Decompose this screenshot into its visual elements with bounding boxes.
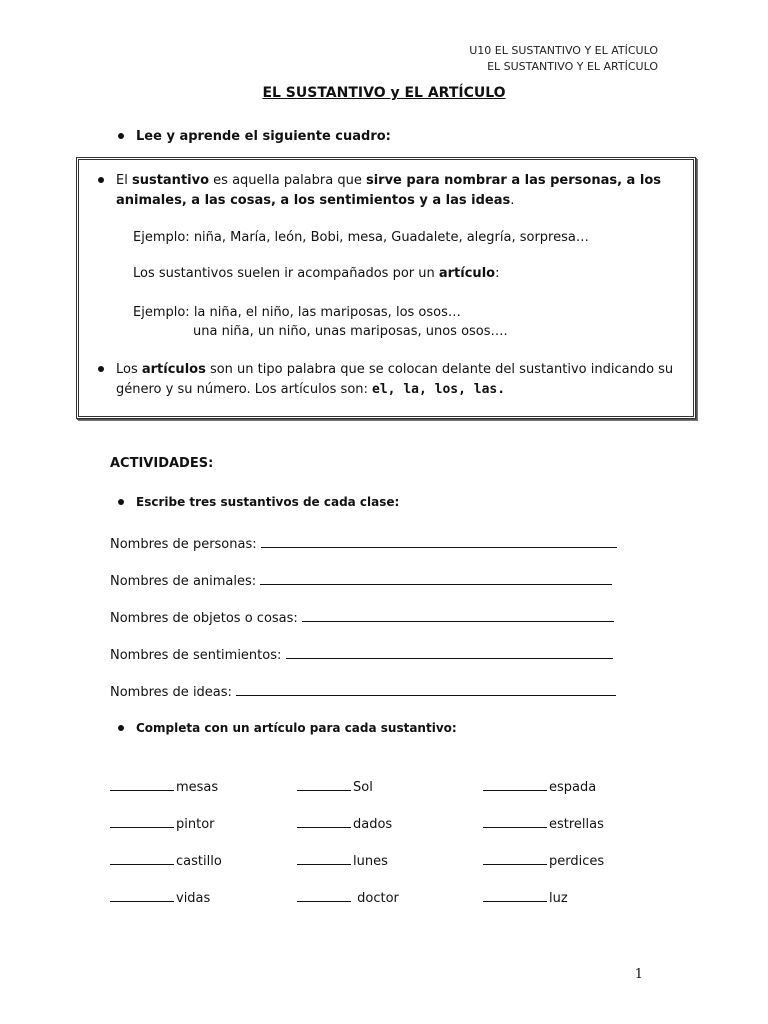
bullet-icon xyxy=(118,725,124,731)
box-example-articulos-2: una niña, un niño, unas mariposas, unos osos…. xyxy=(193,324,508,339)
article-item[interactable]: pintor xyxy=(110,813,215,832)
answer-line[interactable] xyxy=(297,850,351,865)
document-header-topic: EL SUSTANTIVO Y EL ARTÍCULO xyxy=(487,60,658,73)
bullet-icon xyxy=(98,177,104,183)
article-item[interactable]: lunes xyxy=(297,850,388,869)
article-item[interactable]: dados xyxy=(297,813,392,832)
box-example-sustantivos: Ejemplo: niña, María, león, Bobi, mesa, Guadalete, alegría, sorpresa… xyxy=(133,230,589,245)
article-item[interactable]: espada xyxy=(483,776,596,795)
answer-line[interactable] xyxy=(110,887,174,902)
task-complete-articles: Completa con un artículo para cada sustantivo: xyxy=(118,721,457,735)
article-item[interactable]: perdices xyxy=(483,850,604,869)
answer-line[interactable] xyxy=(483,813,547,828)
box-example-articulos-1: Ejemplo: la niña, el niño, las mariposas, los osos… xyxy=(133,305,461,320)
answer-line[interactable] xyxy=(483,887,547,902)
answer-line[interactable] xyxy=(110,776,174,791)
field-personas[interactable]: Nombres de personas: xyxy=(110,533,617,552)
article-item[interactable]: luz xyxy=(483,887,568,906)
article-item[interactable]: mesas xyxy=(110,776,218,795)
answer-line[interactable] xyxy=(483,850,547,865)
answer-line[interactable] xyxy=(483,776,547,791)
intro-instruction: Lee y aprende el siguiente cuadro: xyxy=(118,129,391,144)
bullet-icon xyxy=(118,133,124,139)
field-sentimientos[interactable]: Nombres de sentimientos: xyxy=(110,644,613,663)
answer-line[interactable] xyxy=(297,887,351,902)
answer-line[interactable] xyxy=(260,570,612,585)
answer-line[interactable] xyxy=(110,813,174,828)
field-objetos[interactable]: Nombres de objetos o cosas: xyxy=(110,607,614,626)
article-item[interactable]: castillo xyxy=(110,850,222,869)
page-number: 1 xyxy=(634,967,643,982)
box-articulo-intro: Los sustantivos suelen ir acompañados por un artículo: xyxy=(133,266,500,281)
answer-line[interactable] xyxy=(286,644,613,659)
answer-line[interactable] xyxy=(297,776,351,791)
task-write-nouns: Escribe tres sustantivos de cada clase: xyxy=(118,495,399,509)
article-item[interactable]: estrellas xyxy=(483,813,604,832)
box-paragraph-articulos-cont: género y su número. Los artículos son: el, la, los, las. xyxy=(116,382,506,397)
activities-heading: ACTIVIDADES: xyxy=(110,456,214,471)
article-item[interactable]: Sol xyxy=(297,776,373,795)
field-animales[interactable]: Nombres de animales: xyxy=(110,570,612,589)
box-paragraph-sustantivo-cont: animales, a las cosas, a los sentimientos y a las ideas. xyxy=(116,193,515,208)
page-title: EL SUSTANTIVO y EL ARTÍCULO xyxy=(262,85,506,101)
answer-line[interactable] xyxy=(302,607,614,622)
answer-line[interactable] xyxy=(110,850,174,865)
box-paragraph-sustantivo: El sustantivo es aquella palabra que sirve para nombrar a las personas, a los xyxy=(98,171,661,191)
answer-line[interactable] xyxy=(297,813,351,828)
document-header-unit: U10 EL SUSTANTIVO Y EL ATÍCULO xyxy=(469,44,658,57)
field-ideas[interactable]: Nombres de ideas: xyxy=(110,681,616,700)
answer-line[interactable] xyxy=(261,533,617,548)
bullet-icon xyxy=(98,366,104,372)
box-paragraph-articulos: Los artículos son un tipo palabra que se colocan delante del sustantivo indicando su xyxy=(98,360,673,380)
answer-line[interactable] xyxy=(236,681,616,696)
article-item[interactable]: doctor xyxy=(297,887,399,906)
bullet-icon xyxy=(118,499,124,505)
article-item[interactable]: vidas xyxy=(110,887,210,906)
